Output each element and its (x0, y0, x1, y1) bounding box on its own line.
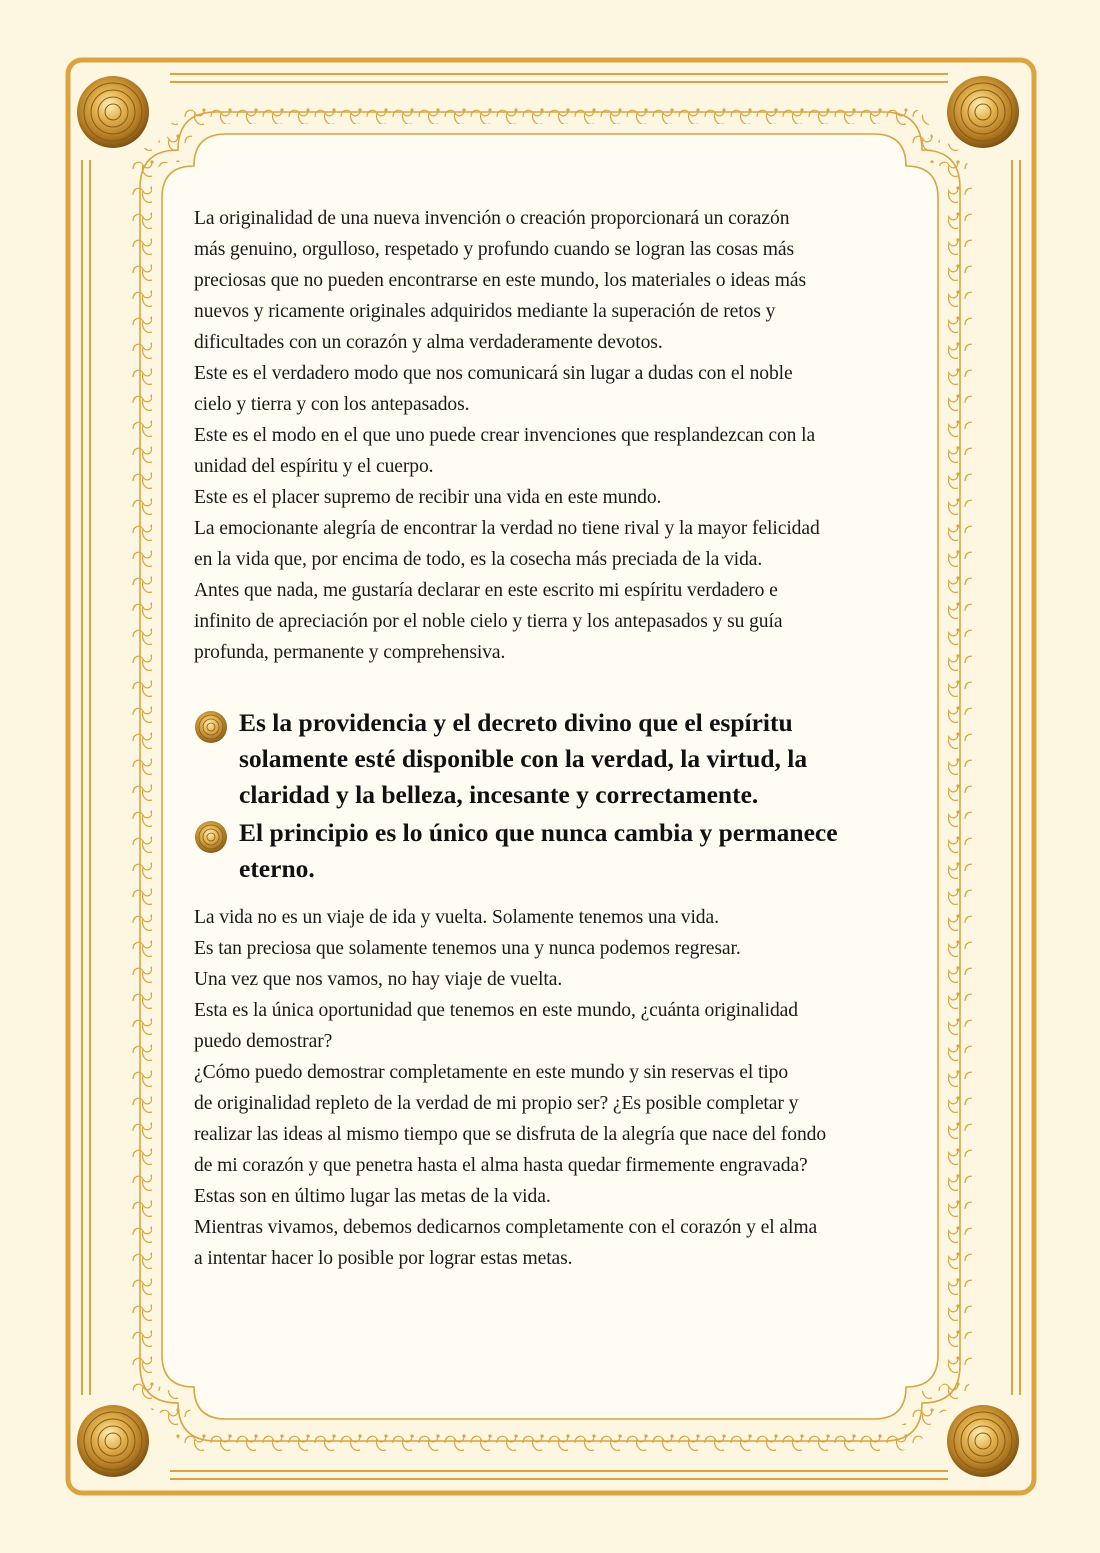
text-line: de originalidad repleto de la verdad de mi propio ser? ¿Es posible completar y (194, 1093, 799, 1114)
text-line: unidad del espíritu y el cuerpo. (194, 456, 434, 477)
heading-line: El principio es lo único que nunca cambia y permanece (239, 818, 838, 847)
text-line: de mi corazón y que penetra hasta el alma hasta quedar firmemente engravada? (194, 1155, 808, 1176)
text-line: en la vida que, por encima de todo, es la cosecha más preciada de la vida. (194, 549, 763, 570)
heading-line: eterno. (239, 854, 315, 883)
text-line: Este es el modo en el que uno puede crear invenciones que resplandezcan con la (194, 425, 816, 446)
text-line: Es tan preciosa que solamente tenemos una y nunca podemos regresar. (194, 938, 741, 959)
text-line: más genuino, orgulloso, respetado y profundo cuando se logran las cosas más (194, 239, 794, 260)
gold-medallion-icon (194, 820, 228, 854)
principle-heading-1 (194, 705, 934, 813)
text-line: La vida no es un viaje de ida y vuelta. Solamente tenemos una vida. (194, 907, 719, 928)
text-line: La emocionante alegría de encontrar la verdad no tiene rival y la mayor felicidad (194, 518, 820, 539)
text-line: Este es el placer supremo de recibir una vida en este mundo. (194, 487, 662, 508)
heading-line: solamente esté disponible con la verdad, la virtud, la (239, 744, 808, 773)
text-line: La originalidad de una nueva invención o creación proporcionará un corazón (194, 208, 790, 229)
text-line: cielo y tierra y con los antepasados. (194, 394, 470, 415)
text-line: Esta es la única oportunidad que tenemos en este mundo, ¿cuánta originalidad (194, 1000, 798, 1021)
text-line: Estas son en último lugar las metas de la vida. (194, 1186, 551, 1207)
text-line: dificultades con un corazón y alma verdaderamente devotos. (194, 332, 663, 353)
text-line: Una vez que nos vamos, no hay viaje de vuelta. (194, 969, 563, 990)
text-line: infinito de apreciación por el noble cielo y tierra y los antepasados y su guía (194, 611, 783, 632)
text-line: nuevos y ricamente originales adquiridos mediante la superación de retos y (194, 301, 776, 322)
corner-medallion-bottom-left-icon (77, 1405, 149, 1477)
text-line: preciosas que no pueden encontrarse en este mundo, los materiales o ideas más (194, 270, 807, 291)
corner-medallion-top-left-icon (77, 76, 149, 148)
heading-line: claridad y la belleza, incesante y correctamente. (239, 780, 759, 809)
text-line: Antes que nada, me gustaría declarar en este escrito mi espíritu verdadero e (194, 580, 778, 601)
text-line: ¿Cómo puedo demostrar completamente en este mundo y sin reservas el tipo (194, 1062, 789, 1083)
gold-medallion-icon (194, 710, 228, 744)
text-line: puedo demostrar? (194, 1031, 333, 1052)
principle-heading-2 (194, 815, 934, 887)
heading-line: Es la providencia y el decreto divino que el espíritu (239, 708, 793, 737)
text-line: profunda, permanente y comprehensiva. (194, 642, 506, 663)
corner-medallion-bottom-right-icon (947, 1405, 1019, 1477)
intro-paragraph (194, 203, 934, 668)
closing-paragraph (194, 902, 934, 1274)
principles-headings (194, 705, 934, 887)
text-line: Este es el verdadero modo que nos comunicará sin lugar a dudas con el noble (194, 363, 793, 384)
corner-medallion-top-right-icon (947, 76, 1019, 148)
text-line: a intentar hacer lo posible por lograr estas metas. (194, 1248, 573, 1269)
text-line: Mientras vivamos, debemos dedicarnos completamente con el corazón y el alma (194, 1217, 818, 1238)
text-line: realizar las ideas al mismo tiempo que se disfruta de la alegría que nace del fondo (194, 1124, 827, 1145)
